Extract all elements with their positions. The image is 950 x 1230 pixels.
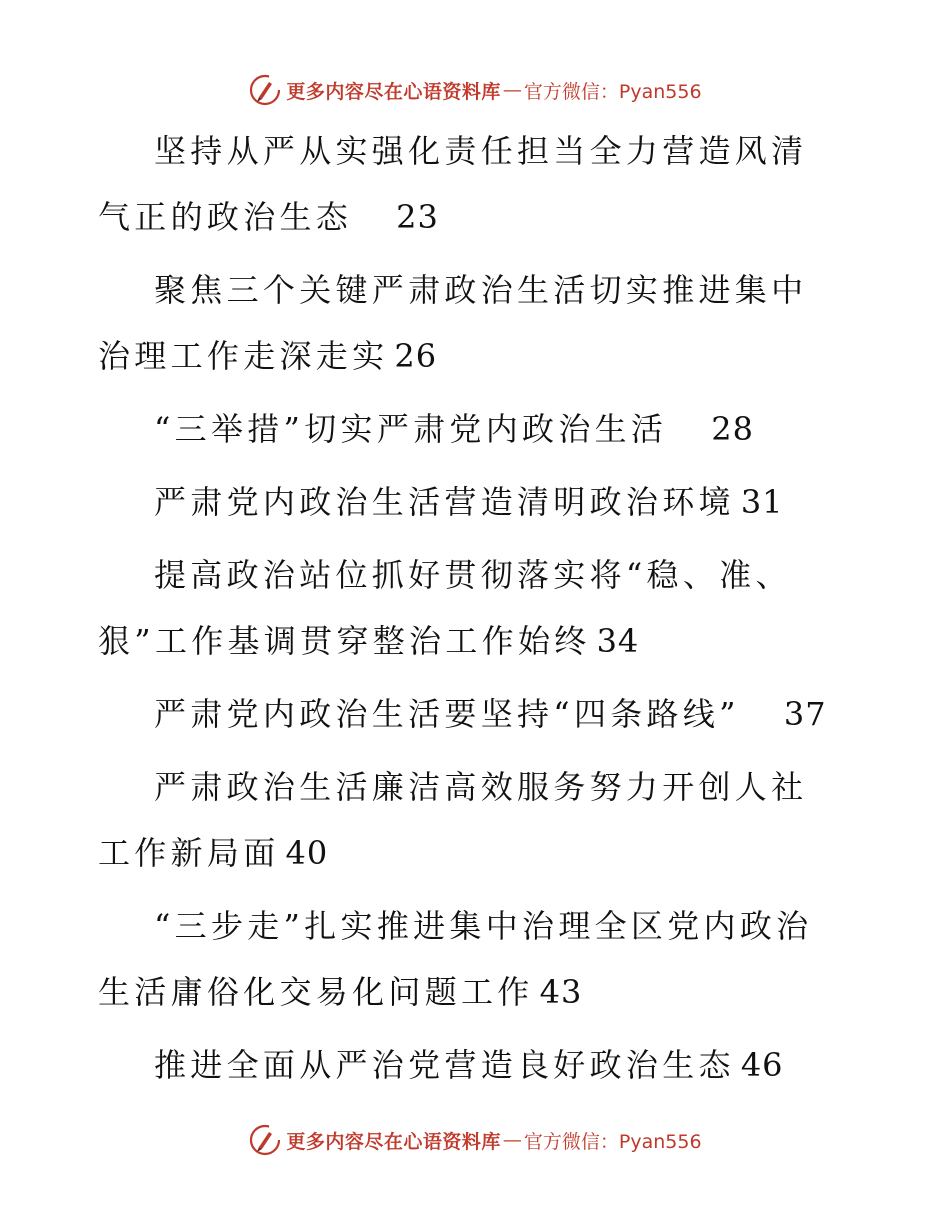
toc-entry[interactable] bbox=[98, 542, 843, 674]
toc-entry-page: 34 bbox=[596, 622, 640, 660]
toc-entry[interactable] bbox=[98, 681, 843, 747]
banner-text: 更多内容尽在心语资料库 bbox=[286, 1130, 501, 1153]
toc-entry[interactable] bbox=[98, 118, 843, 250]
toc-entry-page: 26 bbox=[394, 337, 438, 375]
toc-entry-title: “三步走”扎实推进集中治理全区党内政治生活庸俗化交易化问题工作 bbox=[98, 907, 813, 1011]
toc-entry-page: 43 bbox=[539, 973, 583, 1011]
toc-entry-page: 28 bbox=[711, 410, 754, 448]
toc-entry-title: 坚持从严从实强化责任担当全力营造风清气正的政治生态 bbox=[98, 132, 808, 236]
toc-entry-page: 40 bbox=[285, 834, 329, 872]
toc-entry-title: 严肃党内政治生活营造清明政治环境 bbox=[154, 483, 735, 521]
toc-entry[interactable] bbox=[98, 1032, 843, 1098]
banner-separator: — bbox=[502, 79, 522, 101]
toc-entry-title: “三举措”切实严肃党内政治生活 bbox=[154, 410, 668, 448]
toc-entry-title: 聚焦三个关键严肃政治生活切实推进集中治理工作走深走实 bbox=[98, 271, 808, 375]
toc-entry-page: 31 bbox=[740, 483, 784, 521]
toc-entry-title: 严肃政治生活廉洁高效服务努力开创人社工作新局面 bbox=[98, 768, 808, 872]
banner-wechat: 官方微信：Pyan556 bbox=[523, 1130, 702, 1153]
toc-entry-page: 23 bbox=[396, 198, 439, 236]
toc-entry[interactable] bbox=[98, 893, 843, 1025]
toc-entry-title: 提高政治站位抓好贯彻落实将“稳、准、狠”工作基调贯穿整治工作始终 bbox=[98, 556, 792, 660]
footer-banner bbox=[0, 1120, 950, 1160]
toc-entry[interactable] bbox=[98, 257, 843, 389]
toc-entry-page: 37 bbox=[783, 695, 827, 733]
header-banner bbox=[0, 70, 950, 110]
toc-entry-page: 46 bbox=[740, 1046, 784, 1084]
banner-separator: — bbox=[502, 1129, 522, 1151]
toc-entry[interactable] bbox=[98, 469, 843, 535]
table-of-contents bbox=[98, 118, 843, 1105]
toc-entry-title: 推进全面从严治党营造良好政治生态 bbox=[154, 1046, 735, 1084]
toc-entry[interactable] bbox=[98, 754, 843, 886]
banner-text: 更多内容尽在心语资料库 bbox=[286, 80, 501, 103]
toc-entry-title: 严肃党内政治生活要坚持“四条路线” bbox=[154, 695, 740, 733]
quill-pen-logo-icon bbox=[248, 73, 282, 107]
quill-pen-logo-icon bbox=[248, 1123, 282, 1157]
banner-wechat: 官方微信：Pyan556 bbox=[523, 80, 702, 103]
toc-entry[interactable] bbox=[98, 396, 843, 462]
